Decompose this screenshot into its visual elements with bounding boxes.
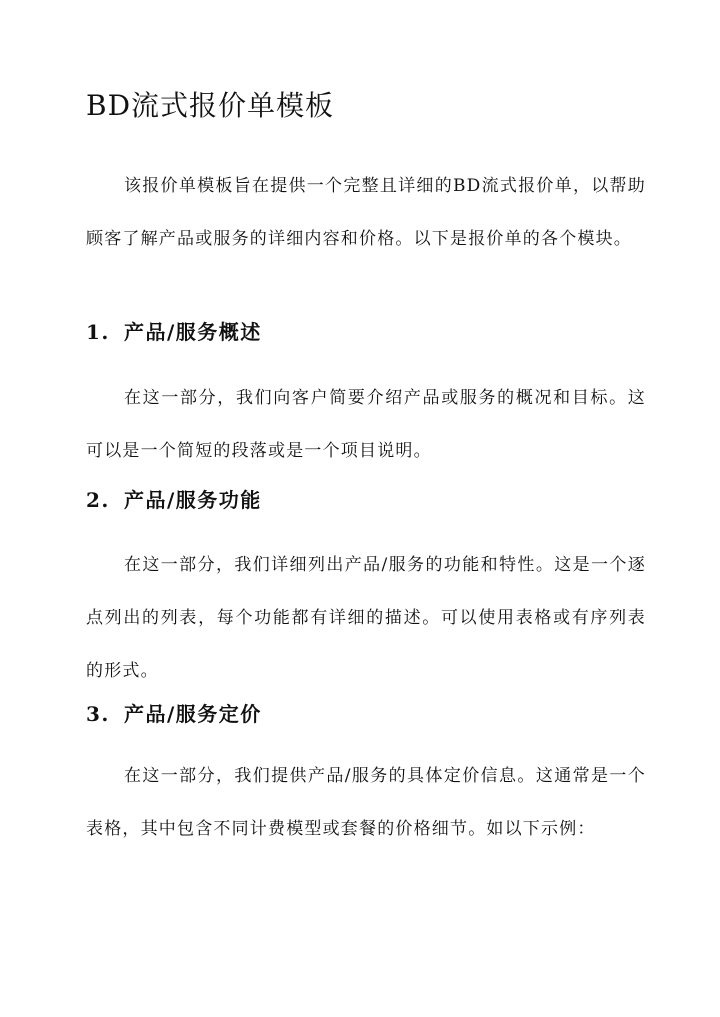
section-heading-text: 产品/服务定价: [124, 702, 262, 726]
section-number: 2.: [86, 488, 110, 512]
page-title: BD流式报价单模板: [86, 89, 335, 122]
section-number: 1.: [86, 320, 110, 344]
section-heading-overview: [86, 314, 262, 350]
section-heading-pricing: [86, 696, 262, 732]
section-heading-text: 产品/服务概述: [124, 320, 262, 344]
section-paragraph-pricing: 在这一部分，我们提供产品/服务的具体定价信息。这通常是一个表格，其中包含不同计费模型或套餐的价格细节。如以下示例：: [86, 766, 646, 839]
section-number: 3.: [86, 702, 110, 726]
section-heading-features: [86, 482, 262, 518]
intro-paragraph: 该报价单模板旨在提供一个完整且详细的BD流式报价单，以帮助顾客了解产品或服务的详细内容和价格。以下是报价单的各个模块。: [86, 176, 646, 249]
section-paragraph-features: 在这一部分，我们详细列出产品/服务的功能和特性。这是一个逐点列出的列表，每个功能都有详细的描述。可以使用表格或有序列表的形式。: [86, 555, 646, 681]
section-heading-text: 产品/服务功能: [124, 488, 262, 512]
section-paragraph-overview: 在这一部分，我们向客户简要介绍产品或服务的概况和目标。这可以是一个简短的段落或是一个项目说明。: [86, 388, 646, 461]
